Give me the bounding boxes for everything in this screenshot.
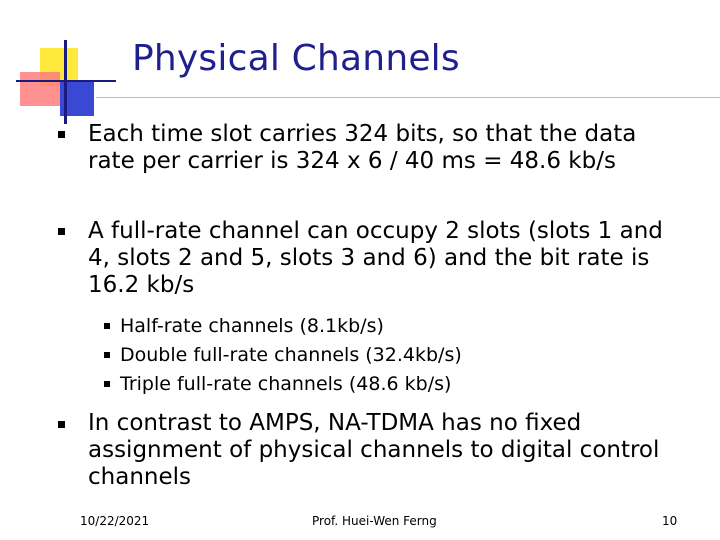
decor-vertical-line: [64, 40, 67, 124]
footer-page-number: 10: [662, 514, 678, 528]
sub-bullet-text: Triple full-rate channels (48.6 kb/s): [120, 373, 452, 395]
decor-horizontal-line: [16, 80, 116, 82]
sub-bullet-text: Half-rate channels (8.1kb/s): [120, 315, 384, 337]
square-bullet-icon: [58, 228, 65, 235]
footer-date: 10/22/2021: [80, 514, 150, 528]
slide-title: Physical Channels: [132, 38, 460, 79]
bullet-text: Each time slot carries 324 bits, so that the data rate per carrier is 324 x 6 / 40 ms = 48.6 kb/s: [88, 121, 637, 174]
square-bullet-icon: [58, 421, 65, 428]
square-bullet-icon: [104, 352, 110, 358]
bullet-text: A full-rate channel can occupy 2 slots (slots 1 and 4, slots 2 and 5, slots 3 and 6) and the bit rate is 16.2 kb/s: [88, 218, 663, 298]
bullet-text: In contrast to AMPS, NA-TDMA has no fixed assignment of physical channels to digital control channels: [88, 410, 660, 490]
footer-author: Prof. Huei-Wen Ferng: [312, 514, 437, 528]
title-rule: [96, 97, 720, 98]
decor-red-square: [20, 72, 60, 106]
square-bullet-icon: [104, 381, 110, 387]
sub-bullet-text: Double full-rate channels (32.4kb/s): [120, 344, 462, 366]
square-bullet-icon: [58, 131, 65, 138]
square-bullet-icon: [104, 323, 110, 329]
